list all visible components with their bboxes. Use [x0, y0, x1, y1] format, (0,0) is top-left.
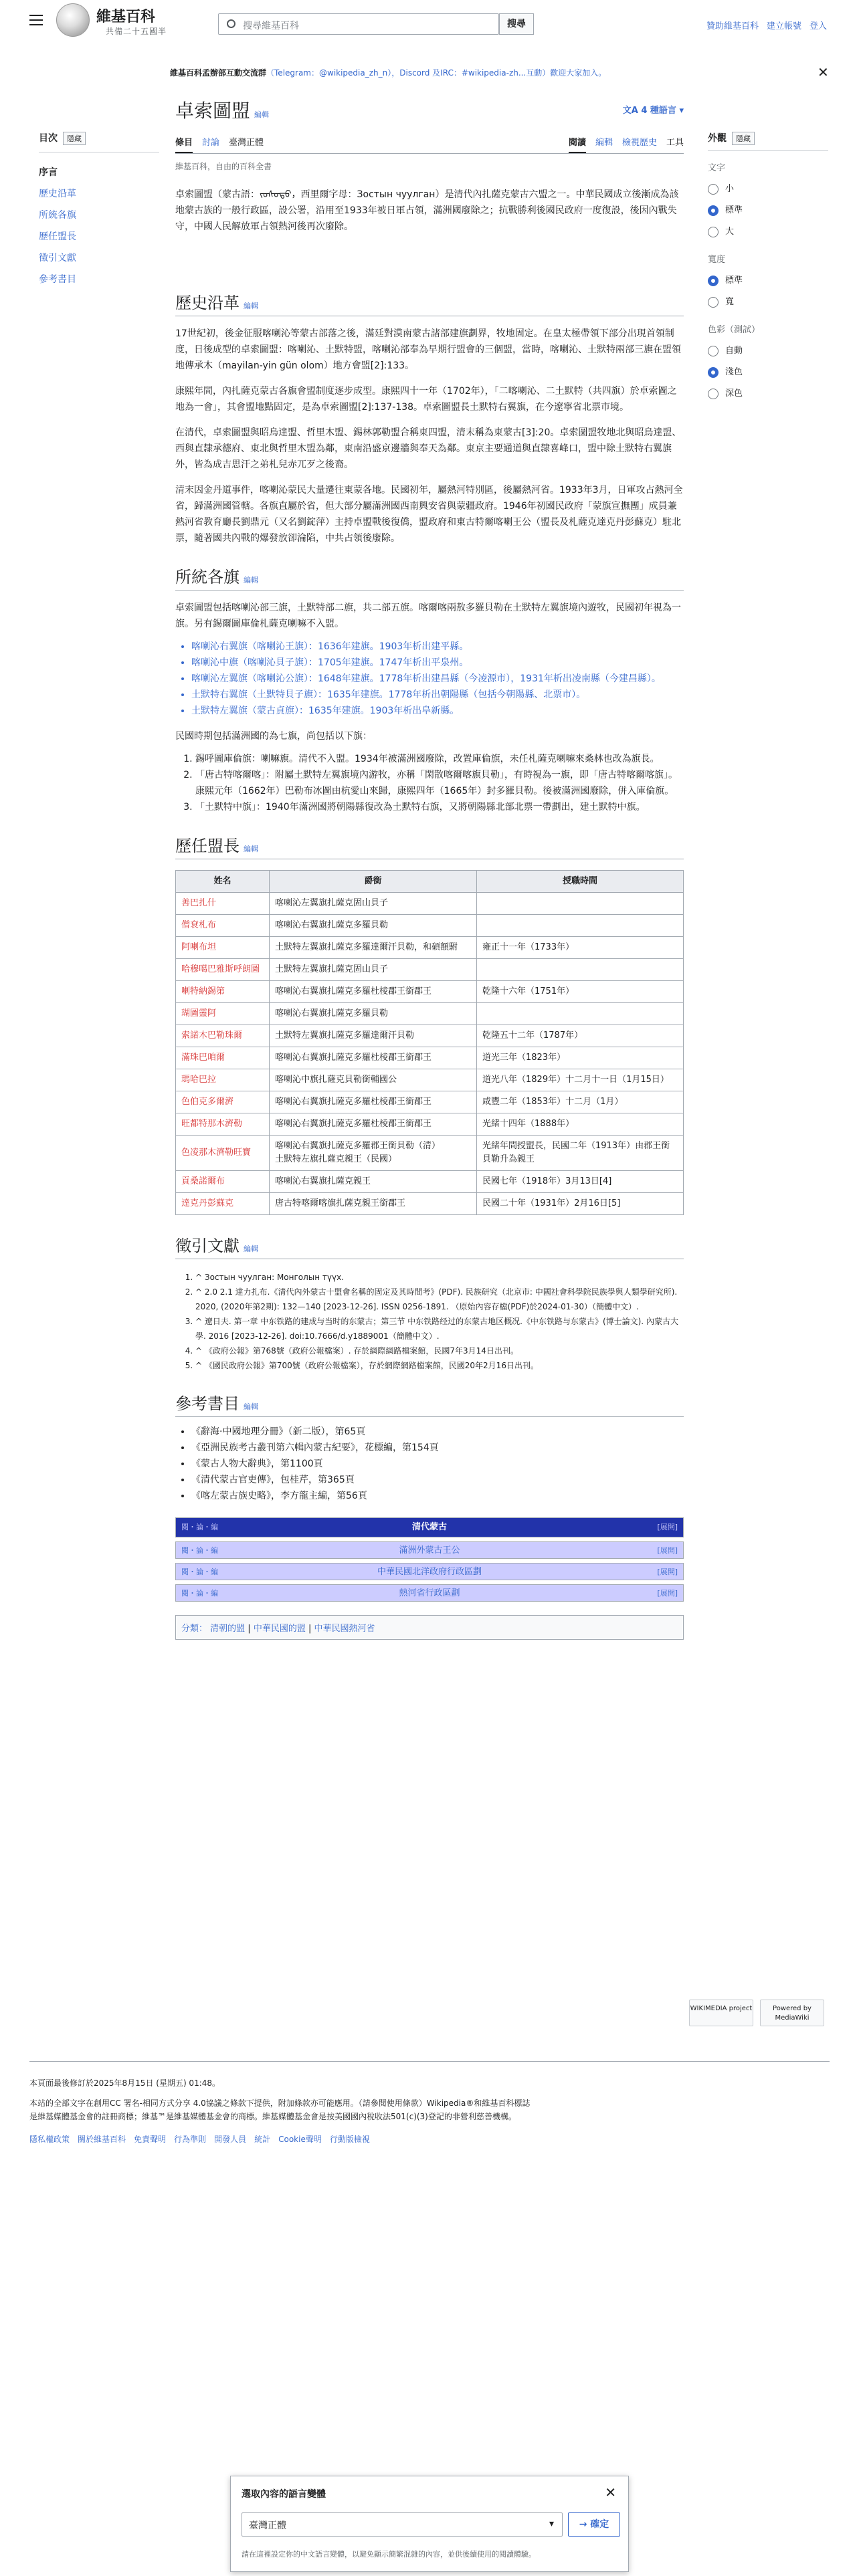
variant-select[interactable]: 臺灣正體 ▾	[242, 2512, 563, 2537]
table-row	[176, 1193, 684, 1215]
footer-links	[29, 2133, 830, 2146]
category-link[interactable]: 中華民國的盟	[253, 1624, 306, 1634]
table-cell: 光緒年間授盟長，民國二年（1913年）由郡王銜貝勒升為親王	[477, 1136, 684, 1171]
table-cell: 喀喇沁右翼旗扎薩克多羅貝勒	[270, 915, 477, 937]
personal-links	[698, 19, 827, 31]
table-cell[interactable]: 索諾木巴勒珠爾	[176, 1025, 270, 1047]
table-cell: 道光八年（1829年）十二月十一日（1月15日）	[477, 1069, 684, 1091]
dialog-title: 選取內容的語言變體	[242, 2489, 326, 2500]
table-cell: 咸豐二年（1853年）十二月（1月）	[477, 1091, 684, 1113]
footer-link[interactable]: 統計	[254, 2135, 271, 2144]
table-cell: 喀喇沁右翼旗扎薩克多羅杜棱郡王銜郡王	[270, 1091, 477, 1113]
table-cell[interactable]: 瑪哈巴拉	[176, 1069, 270, 1091]
footer-link[interactable]: 免責聲明	[134, 2135, 167, 2144]
table-cell: 土默特左翼旗扎薩克多羅達爾汗貝勒，和碩額駙	[270, 937, 477, 959]
table-row	[176, 1171, 684, 1193]
radio-color-auto[interactable]: 自動	[708, 340, 828, 362]
list-item[interactable]: • 喀喇沁右翼旗（喀喇沁王旗）：1636年建旗。1903年析出建平縣。	[191, 639, 684, 655]
section-heading: 歷任盟長 編輯	[175, 833, 684, 859]
footer	[29, 2061, 830, 2146]
table-cell[interactable]: 貢桑諾爾布	[176, 1171, 270, 1193]
list-item[interactable]: • 喀喇沁中旗（喀喇沁貝子旗）：1705年建旗。1747年析出平泉州。	[191, 655, 684, 671]
list-item: • 《亞洲民族考古叢刊第六輯內蒙古紀要》，花標編，第154頁	[191, 1440, 684, 1456]
tab-history[interactable]: 檢視歷史	[622, 138, 657, 148]
category-link[interactable]: 清朝的盟	[210, 1624, 246, 1634]
section-heading: 歷史沿革 編輯	[175, 290, 684, 316]
list-item: 1. 錫呼圖庫倫旗：喇嘛旗。清代不入盟。1934年被滿洲國廢除，改置庫倫旗，未任札薩克喇嘛來桑林也改為旗長。	[195, 751, 684, 767]
article	[175, 94, 684, 1640]
table-cell: 乾隆五十二年（1787年）	[477, 1025, 684, 1047]
menu-icon[interactable]	[29, 15, 43, 25]
wordmark[interactable]: 維基百科	[96, 8, 156, 25]
confirm-button[interactable]: → 確定	[568, 2512, 620, 2537]
license-text: 本站的全部文字在創用CC 署名-相同方式分享 4.0協議之條款下提供，附加條款亦可能應用。（請參閱使用條款）Wikipedia®和維基百科標誌是維基媒體基金會的註冊商標；維基™是維基媒體基金會的商標。維基媒體基金會是按美國國內稅收法501(c)(3)登記的非營利慈善機構。	[29, 2099, 531, 2121]
table-cell: 光緒十四年（1888年）	[477, 1113, 684, 1136]
category-link[interactable]: 中華民國熱河省	[314, 1624, 375, 1634]
language-button[interactable]: 文A 4 種語言 ▾	[622, 106, 684, 116]
list-item: • 《蒙古人物大辭典》，第1100頁	[191, 1456, 684, 1472]
navbox: 閱・論・編 中華民國北洋政府行政區劃 [展開]	[175, 1563, 684, 1580]
references-list	[175, 1270, 684, 1373]
table-row	[176, 893, 684, 915]
table-of-contents	[39, 131, 159, 290]
toc-item[interactable]: 徵引文獻	[39, 253, 76, 263]
toc-item[interactable]: 序言	[39, 167, 58, 178]
toc-hide-button[interactable]: 隱藏	[63, 132, 86, 145]
footer-link[interactable]: 開發人員	[214, 2135, 247, 2144]
list-item: 3. 「土默特中旗」：1940年滿洲國將朝陽縣復改為土默特右旗，又將朝陽縣北部北票一帶劃出，建土默特中旗。	[195, 799, 684, 815]
banner-list	[175, 639, 684, 719]
table-cell: 雍正十一年（1733年）	[477, 937, 684, 959]
categories: 分類： 清朝的盟 | 中華民國的盟 | 中華民國熱河省	[175, 1615, 684, 1640]
footer-link[interactable]: 隱私權政策	[29, 2135, 70, 2144]
radio-text-large[interactable]: 大	[708, 221, 828, 243]
navbox: 閱・論・編 滿洲外蒙古王公 [展開]	[175, 1541, 684, 1559]
list-item: 2. 「唐古特喀爾喀」：附屬土默特左翼旗境內游牧，亦稱「閑散喀爾喀旗貝勒」，有時視為一旗，即「唐古特喀爾喀旗」。康熙元年（1662年）巴勒布冰圖由杭愛山來歸，康熙四年（1665年）封多羅貝勒。後被滿洲國廢除，併入庫倫旗。	[195, 767, 684, 799]
footer-link[interactable]: 行動版檢視	[329, 2135, 370, 2144]
from-wikipedia: 維基百科，自由的百科全書	[175, 162, 272, 171]
table-cell: 喀喇沁右翼旗扎薩克多羅杜棱郡王銜郡王	[270, 981, 477, 1003]
table-cell: 乾隆十六年（1751年）	[477, 981, 684, 1003]
table-row	[176, 1003, 684, 1025]
tools-dropdown[interactable]: 工具	[666, 138, 684, 148]
table-row	[176, 1069, 684, 1091]
reference[interactable]: 1. ^ Зостын чуулган: Монголын түүх.	[195, 1270, 684, 1285]
navbox: 閱・論・編 熱河省行政區劃 [展開]	[175, 1584, 684, 1602]
table-cell: 民國七年（1918年）3月13日[4]	[477, 1171, 684, 1193]
table-row	[176, 937, 684, 959]
column-header: 授職時間	[477, 871, 684, 893]
slogan: 共備二十五國半	[106, 27, 167, 36]
table-cell: 土默特左翼旗扎薩克固山貝子	[270, 959, 477, 981]
list-item: • 《喀左蒙古族史略》，李方龍主編，第56頁	[191, 1488, 684, 1504]
paragraph: 民國時期包括滿洲國的為七旗，尚包括以下旗：	[175, 731, 372, 742]
tab-edit[interactable]: 編輯	[595, 138, 613, 148]
navbox-title[interactable]: 清代蒙古	[411, 1522, 447, 1532]
table-cell: 民國二十年（1931年）2月16日[5]	[477, 1193, 684, 1215]
reference[interactable]: 3. ^ 遼日夫. 第一章 中东铁路的建成与当时的东蒙古；第三节 中东铁路经过的东蒙古地区概况.《中东铁路与东蒙古》(博士論文). 內蒙古大學. 2016 [2023-12-26]. doi:10.7666/d.y1889001（簡體中文）.	[195, 1314, 684, 1344]
table-cell[interactable]: 僧袞札布	[176, 915, 270, 937]
table-cell	[477, 893, 684, 915]
radio-width-wide[interactable]: 寬	[708, 292, 828, 313]
appearance-panel: 外觀 隱藏 文字 小 標準 大 寬度 標準 寬 色彩（測試） 自動 淺色 深色	[708, 131, 828, 405]
expand-button[interactable]: [展開]	[657, 1568, 678, 1576]
table-cell: 喀喇沁中旗扎薩克貝勒銜輔國公	[270, 1069, 477, 1091]
table-cell[interactable]: 旺都特那木濟勒	[176, 1113, 270, 1136]
paragraph: 卓索圖盟包括喀喇沁部三旗，土默特部二旗，共二部五旗。喀爾喀兩敖多羅貝勒在土默特左翼旗境內遊牧，民國初年視為一旗。另有錫爾圖庫倫札薩克喇嘛不入盟。	[175, 603, 681, 629]
section-heading: 徵引文獻 編輯	[175, 1232, 684, 1259]
radio-width-standard[interactable]: 標準	[708, 270, 828, 292]
donate-link[interactable]: 贊助維基百科	[706, 21, 759, 31]
table-row	[176, 981, 684, 1003]
table-row	[176, 1047, 684, 1069]
table-cell: 喀喇沁右翼旗扎薩克親王	[270, 1171, 477, 1193]
table-row	[176, 1136, 684, 1171]
table-row	[176, 1025, 684, 1047]
list-item: • 《清代蒙古官吏傳》，包桂芹，第365頁	[191, 1472, 684, 1488]
table-cell: 喀喇沁右翼旗扎薩克多羅杜棱郡王銜郡王	[270, 1047, 477, 1069]
reference[interactable]: 5. ^ 《國民政府公報》第700號（政府公報檔案），存於網際網路檔案館，民國20年2月16日出刊。	[195, 1358, 684, 1373]
page-title: 卓索圖盟 編輯	[175, 100, 270, 122]
site-notice: 維基百科孟辦部互動交流群（Telegram：@wikipedia_zh_n），Discord 及IRC：#wikipedia-zh...互動）歡迎大家加入。	[170, 68, 607, 78]
search-button[interactable]: 搜尋	[499, 13, 534, 35]
paragraph: 康熙年間，內扎薩克蒙古各旗會盟制度逐步成型。康熙四十一年（1702年），「二喀喇沁、二土默特（共四旗）於卓索圖之地為一會」，其會盟地點固定，是為卓索圖盟[2]:137-138。卓索圖盟長土默特右翼旗，在今遼寧省北票市境。	[175, 386, 677, 413]
table-row	[176, 1091, 684, 1113]
footer-link[interactable]: Cookie聲明	[278, 2135, 322, 2144]
table-cell	[477, 915, 684, 937]
radio-text-standard[interactable]: 標準	[708, 200, 828, 221]
search-input[interactable]: 搜尋維基百科	[218, 13, 499, 35]
banner-olist	[175, 751, 684, 815]
dialog-note: 請在這裡設定你的中文語言變體，以避免顯示簡繁混雜的內容，並供後續使用的閱讀體驗。	[242, 2550, 536, 2559]
table-cell: 喀喇沁右翼旗扎薩克多羅杜棱郡王銜郡王	[270, 1113, 477, 1136]
variant-dropdown[interactable]: 臺灣正體	[229, 138, 264, 148]
tab-talk[interactable]: 討論	[202, 138, 220, 148]
list-item[interactable]: • 喀喇沁左翼旗（喀喇沁公旗）：1648年建旗。1778年析出建昌縣（今凌源市），1931年析出凌南縣（今建昌縣）。	[191, 671, 684, 687]
table-cell[interactable]: 阿喇布坦	[176, 937, 270, 959]
close-icon[interactable]: ✕	[818, 64, 829, 80]
table-row	[176, 1113, 684, 1136]
variant-dialog	[230, 2476, 629, 2572]
appearance-hide-button[interactable]: 隱藏	[732, 132, 755, 145]
table-cell	[477, 959, 684, 981]
paragraph: 清末因金丹道事件，喀喇沁蒙民大量遷往東蒙各地。民國初年，屬熱河特別區，後屬熱河省。1933年3月，日軍攻占熱河全省，歸滿洲國管轄。各旗直屬於省，但大部分屬滿洲國西南興安省與蒙疆政府。1946年初國民政府「蒙旗宣撫團」成員兼熱河省教育廳長劉鼎元（又名劉錠萍）主持卓盟戰後復僑，盟政府和東古特爾喀喇王公（盟長及札薩克達克丹彭蘇克）駐北票，隨著國共內戰的爆發放卻淪陷，中共占領後廢除。	[175, 485, 683, 544]
toc-item[interactable]: 歷任盟長	[39, 231, 76, 242]
list-item: • 《辭海·中國地理分冊》（新二版），第65頁	[191, 1424, 684, 1440]
appearance-title: 外觀	[708, 133, 727, 144]
search-icon	[227, 19, 235, 28]
expand-button[interactable]: [展開]	[657, 1546, 678, 1555]
table-cell: 喀喇沁左翼旗扎薩克固山貝子	[270, 893, 477, 915]
toc-item[interactable]: 歷史沿革	[39, 189, 76, 199]
footer-link[interactable]: 關於維基百科	[78, 2135, 126, 2144]
table-cell[interactable]: 滿珠巴咱爾	[176, 1047, 270, 1069]
reference[interactable]: 2. ^ 2.0 2.1 達力扎布.《清代內外蒙古十盟會名稱的固定及其時間考》(PDF). 民族研究（北京市: 中國社會科學院民族學與人類學研究所). 2020, (2020年第2期): 132—140 [2023-12-26]. ISSN 0256-1891. （原始內容存檔(PDF)於2024-01-30）（簡體中文）.	[195, 1285, 684, 1314]
wikimedia-badge[interactable]: WIKIMEDIA project	[689, 2000, 753, 2026]
toc-item[interactable]: 所統各旗	[39, 210, 76, 221]
expand-button[interactable]: [展開]	[657, 1523, 678, 1531]
table-cell: 喀喇沁右翼旗扎薩克多羅郡王銜貝勒（清） 土默特左旗扎薩克親王（民國）	[270, 1136, 477, 1171]
leaders-table	[175, 870, 684, 1215]
table-cell	[477, 1003, 684, 1025]
table-row	[176, 959, 684, 981]
footer-link[interactable]: 行為準則	[174, 2135, 207, 2144]
toc-item[interactable]: 參考書目	[39, 274, 76, 285]
table-cell[interactable]: 色伯克多爾濟	[176, 1091, 270, 1113]
expand-button[interactable]: [展開]	[657, 1589, 678, 1598]
radio-color-dark[interactable]: 深色	[708, 383, 828, 405]
table-cell[interactable]: 瑚圖靈阿	[176, 1003, 270, 1025]
column-header: 姓名	[176, 871, 270, 893]
table-cell[interactable]: 善巴扎什	[176, 893, 270, 915]
table-row	[176, 915, 684, 937]
table-cell: 喀喇沁右翼旗扎薩克多羅貝勒	[270, 1003, 477, 1025]
login-link[interactable]: 登入	[809, 21, 827, 31]
tab-article[interactable]: 條目	[175, 135, 193, 153]
bibliography-list	[175, 1424, 684, 1504]
paragraph: 17世紀初，後金征服喀喇沁等蒙古部落之後，滿廷對漠南蒙古諸部建旗劃界，牧地固定。在皇太極帶領下部分出現首領制度，日後成型的卓索圖盟：喀喇沁、土默特盟，喀喇沁部奉為早期行盟會的三個盟，當時，喀喇沁、土默特兩部三旗在盟領地傳承木（mayilan-yin gün olom）地方會盟[2]:133。	[175, 328, 681, 371]
table-cell: 道光三年（1823年）	[477, 1047, 684, 1069]
radio-text-small[interactable]: 小	[708, 179, 828, 200]
list-item[interactable]: • 土默特右翼旗（土默特貝子旗）：1635年建旗。1778年析出朝陽縣（包括今朝陽縣、北票市）。	[191, 687, 684, 703]
list-item[interactable]: • 土默特左翼旗（蒙古貞旗）：1635年建旗。1903年析出阜新縣。	[191, 703, 684, 719]
section-heading: 參考書目 編輯	[175, 1390, 684, 1417]
column-header: 爵銜	[270, 871, 477, 893]
table-cell[interactable]: 喇特納錫第	[176, 981, 270, 1003]
mediawiki-badge[interactable]: Powered by MediaWiki	[760, 2000, 824, 2026]
radio-color-light[interactable]: 淺色	[708, 362, 828, 383]
intro-paragraph: 卓索圖盟（蒙古語：ᠵᠤᠰᠤᠲᠤ，西里爾字母：Зостын чуулган）是清代內扎薩克蒙古六盟之一。中華民國成立後漸成為該地蒙古族的一般行政區，設公署，沿用至1933年被日軍占領，滿洲國廢除之；抗戰勝利後國民政府一度復設，後因內戰失守，中國人民解放軍占領熱河後再次廢除。	[175, 189, 679, 232]
reference[interactable]: 4. ^ 《政府公報》第768號（政府公報檔案）. 存於網際網路檔案館，民國7年3月14日出刊。	[195, 1344, 684, 1358]
section-heading: 所統各旗 編輯	[175, 564, 684, 591]
create-account-link[interactable]: 建立帳號	[766, 21, 801, 31]
wikipedia-logo-icon[interactable]	[56, 3, 90, 37]
last-modified: 本頁面最後修訂於2025年8月15日 (星期五) 01:48。	[29, 2078, 221, 2088]
table-cell[interactable]: 色凌那木濟勒旺寶	[176, 1136, 270, 1171]
toc-title: 目次	[39, 133, 58, 144]
table-cell[interactable]: 哈穆噶巴雅斯呼朗圖	[176, 959, 270, 981]
close-icon[interactable]: ✕	[605, 2484, 616, 2500]
table-cell: 唐古特喀爾喀旗扎薩克親王銜郡王	[270, 1193, 477, 1215]
table-cell: 土默特左翼旗扎薩克多羅達爾汗貝勒	[270, 1025, 477, 1047]
chevron-down-icon: ▾	[549, 2518, 554, 2529]
page-tabs	[175, 135, 684, 154]
navbox: 閱・論・編 清代蒙古 [展開]	[175, 1517, 684, 1537]
table-cell[interactable]: 達克丹彭蘇克	[176, 1193, 270, 1215]
header	[0, 0, 859, 43]
tab-read[interactable]: 閱讀	[569, 135, 586, 153]
paragraph: 在清代，卓索圖盟與昭烏達盟、哲里木盟、錫林郭勒盟合稱東四盟，清末稱為東蒙古[3]:20。卓索圖盟牧地北與昭烏達盟、西與直隸承德府、東北與哲里木盟為鄰，東南沿盛京邊牆與奉天為鄰。東京主要通道與直隸喜峰口，盟中除土默特右翼旗外，皆為成吉思汗之弟札兒赤兀歹之後裔。	[175, 427, 682, 470]
